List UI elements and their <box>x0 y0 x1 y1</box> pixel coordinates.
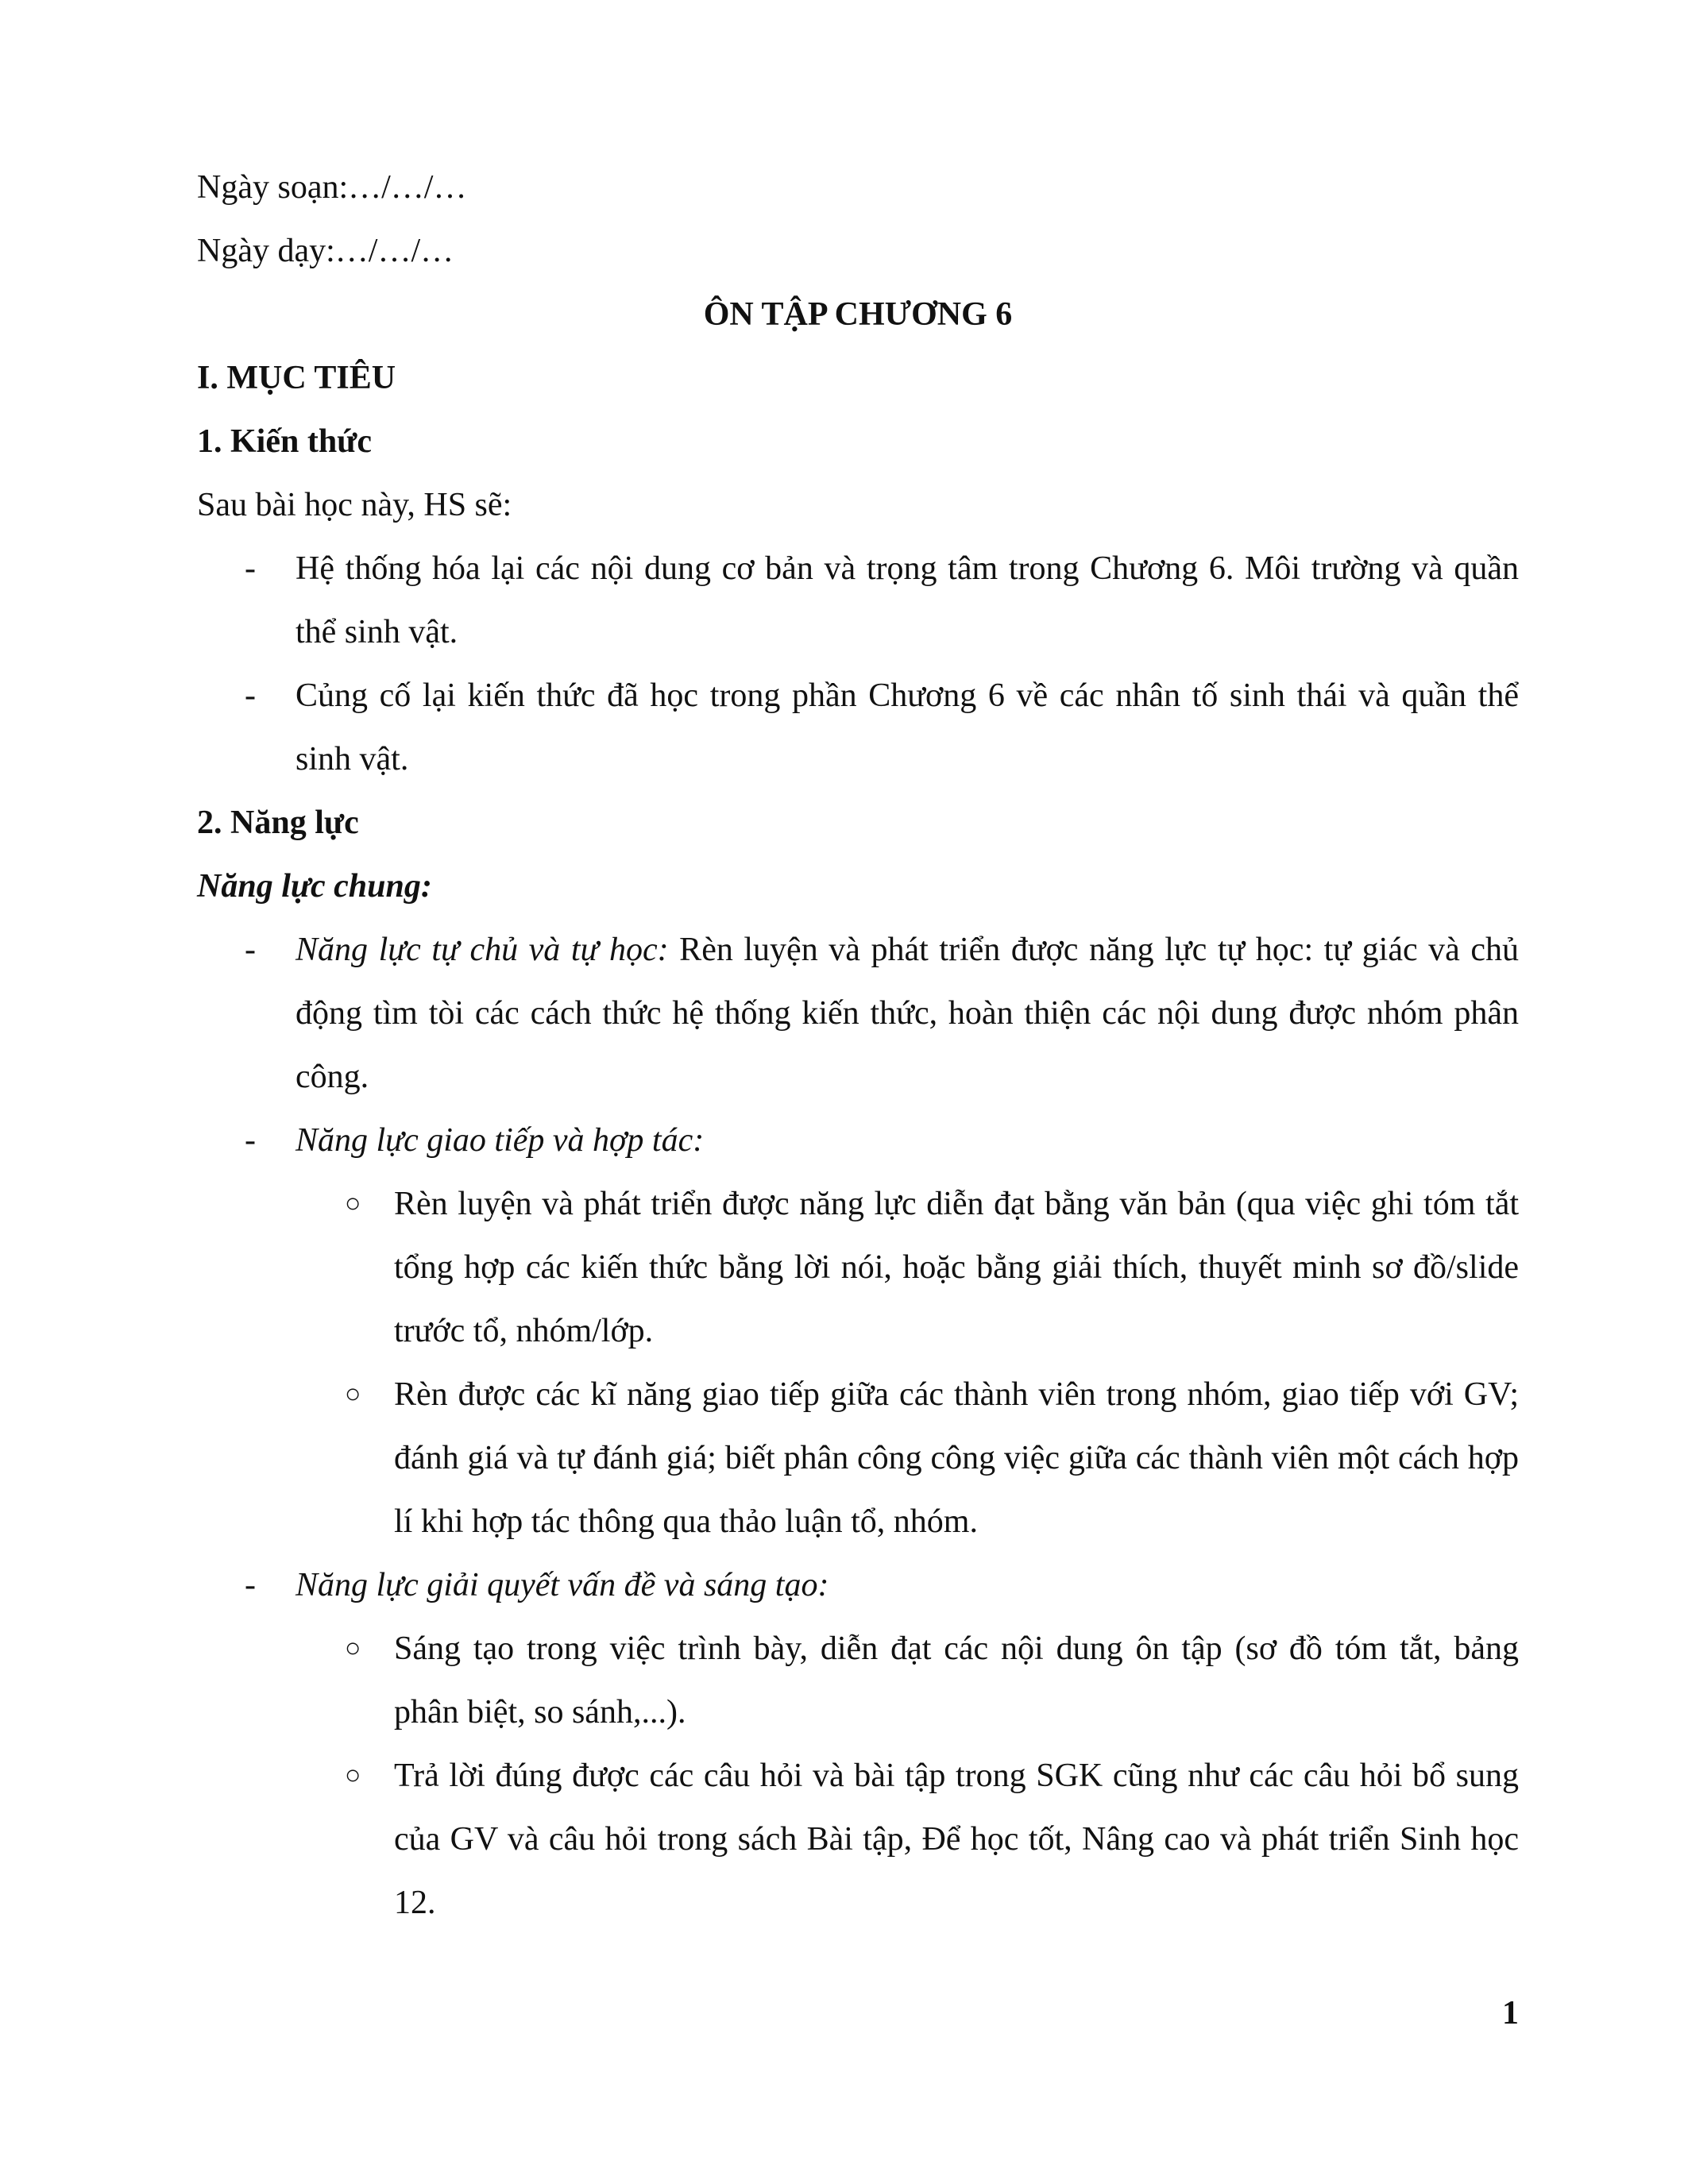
dash-marker: - <box>245 677 256 714</box>
prep-date: Ngày soạn:…/…/… <box>197 169 467 206</box>
circle-bullet-icon: ○ <box>345 1379 361 1409</box>
dash-marker: - <box>245 1567 256 1603</box>
circle-bullet-icon: ○ <box>345 1634 361 1663</box>
communication-subitem <box>197 1363 1519 1553</box>
competence-item-problem-solving <box>197 1553 1519 1617</box>
section-heading-objectives: I. MỤC TIÊU <box>197 360 396 396</box>
knowledge-item-text: Củng cố lại kiến thức đã học trong phần Chương 6 về các nhân tố sinh thái và quần thể sinh vật. <box>295 677 1519 778</box>
subsection-heading-competence: 2. Năng lực <box>197 805 359 841</box>
problem-solving-subitem-text: Sáng tạo trong việc trình bày, diễn đạt các nội dung ôn tập (sơ đồ tóm tắt, bảng phân biệt, so sánh,...). <box>394 1630 1519 1731</box>
problem-solving-label: Năng lực giải quyết vấn đề và sáng tạo: <box>295 1567 829 1603</box>
dash-marker: - <box>245 550 256 587</box>
problem-solving-subitem <box>197 1617 1519 1744</box>
knowledge-item <box>197 664 1519 791</box>
problem-solving-subitem-text: Trả lời đúng được các câu hỏi và bài tập trong SGK cũng như các câu hỏi bổ sung của GV và câu hỏi trong sách Bài tập, Để học tốt, Nâng cao và phát triển Sinh học 12. <box>394 1758 1519 1921</box>
problem-solving-subitem <box>197 1744 1519 1935</box>
self-study-text: Rèn luyện và phát triển được năng lực tự học: tự giác và chủ động tìm tòi các cách thức hệ thống kiến thức, hoàn thiện các nội dung được nhóm phân công. <box>295 932 1519 1095</box>
communication-subitem-text: Rèn luyện và phát triển được năng lực diễn đạt bằng văn bản (qua việc ghi tóm tắt tổng hợp các kiến thức bằng lời nói, hoặc bằng giải thích, thuyết minh sơ đồ/slide trước tổ, nhóm/lớp. <box>394 1186 1519 1349</box>
communication-subitem-text: Rèn được các kĩ năng giao tiếp giữa các thành viên trong nhóm, giao tiếp với GV; đánh giá và tự đánh giá; biết phân công công việc giữa các thành viên một cách hợp lí khi hợp tác thông qua thảo luận tổ, nhóm. <box>394 1376 1519 1540</box>
dash-marker: - <box>245 1122 256 1159</box>
competence-item-communication <box>197 1109 1519 1172</box>
knowledge-item-text: Hệ thống hóa lại các nội dung cơ bản và trọng tâm trong Chương 6. Môi trường và quần thể sinh vật. <box>295 550 1519 650</box>
self-study-paragraph <box>295 918 1519 1109</box>
document-title: ÔN TẬP CHƯƠNG 6 <box>703 296 1013 333</box>
dash-marker: - <box>245 932 256 968</box>
communication-label: Năng lực giao tiếp và hợp tác: <box>295 1122 705 1159</box>
page-number: 1 <box>1502 1995 1519 2032</box>
knowledge-item <box>197 537 1519 664</box>
communication-subitem <box>197 1172 1519 1363</box>
general-competence-label: Năng lực chung: <box>197 868 432 905</box>
self-study-label: Năng lực tự chủ và tự học: <box>295 932 669 968</box>
circle-bullet-icon: ○ <box>345 1189 361 1218</box>
teach-date: Ngày dạy:…/…/… <box>197 233 454 269</box>
competence-item-self-study <box>197 918 1519 1109</box>
knowledge-intro: Sau bài học này, HS sẽ: <box>197 487 512 523</box>
circle-bullet-icon: ○ <box>345 1761 361 1790</box>
subsection-heading-knowledge: 1. Kiến thức <box>197 423 373 460</box>
page-content <box>197 156 1519 1935</box>
